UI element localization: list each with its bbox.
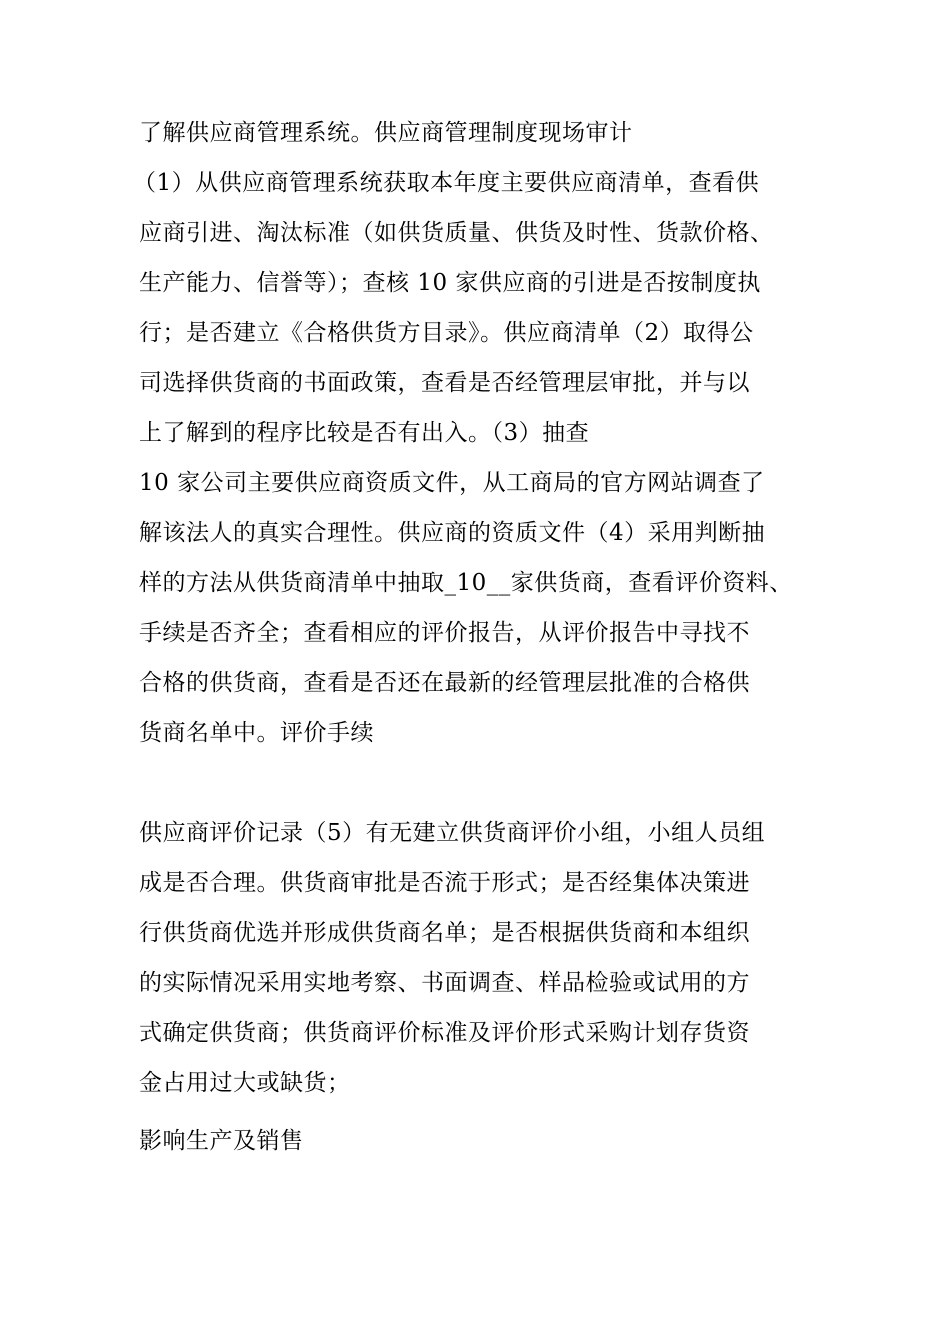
text-line: 手续是否齐全；查看相应的评价报告，从评价报告中寻找不	[139, 620, 750, 646]
text-line: 金占用过大或缺货；	[139, 1070, 351, 1096]
text-line: 司选择供货商的书面政策，查看是否经管理层审批，并与以	[139, 370, 750, 396]
text-line: （1）从供应商管理系统获取本年度主要供应商清单，查看供	[133, 170, 760, 196]
text-line: 了解供应商管理系统。供应商管理制度现场审计	[139, 120, 633, 146]
text-line: 式确定供货商；供货商评价标准及评价形式采购计划存货资	[139, 1020, 750, 1046]
text-line: 成是否合理。供货商审批是否流于形式；是否经集体决策进	[139, 870, 750, 896]
text-line: 影响生产及销售	[139, 1128, 304, 1154]
text-line: 10 家公司主要供应商资质文件，从工商局的官方网站调查了	[139, 470, 765, 496]
text-line: 合格的供货商，查看是否还在最新的经管理层批准的合格供	[139, 670, 750, 696]
text-line: 行；是否建立《合格供货方目录》。供应商清单（2）取得公	[139, 320, 754, 346]
text-line: 生产能力、信誉等）；查核 10 家供应商的引进是否按制度执	[139, 270, 761, 296]
text-line: 样的方法从供货商清单中抽取_10__家供货商，查看评价资料、	[139, 570, 793, 596]
text-line: 应商引进、淘汰标准（如供货质量、供货及时性、货款价格、	[139, 220, 774, 246]
text-line: 供应商评价记录（5）有无建立供货商评价小组，小组人员组	[139, 820, 766, 846]
text-line: 上了解到的程序比较是否有出入。（3）抽查	[139, 420, 590, 446]
text-line: 解该法人的真实合理性。供应商的资质文件（4）采用判断抽	[139, 520, 766, 546]
text-line: 货商名单中。评价手续	[139, 720, 374, 746]
text-line: 的实际情况采用实地考察、书面调查、样品检验或试用的方	[139, 970, 750, 996]
text-line: 行供货商优选并形成供货商名单；是否根据供货商和本组织	[139, 920, 750, 946]
